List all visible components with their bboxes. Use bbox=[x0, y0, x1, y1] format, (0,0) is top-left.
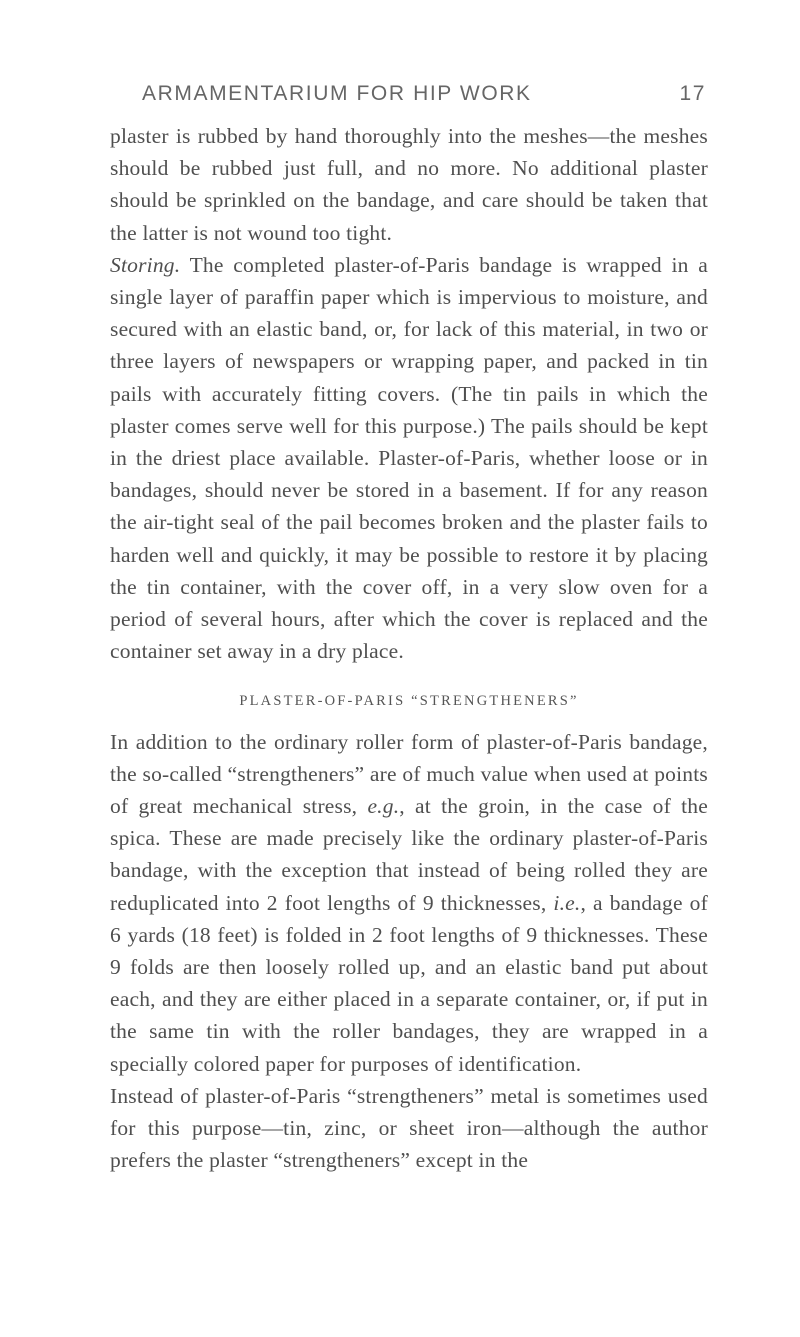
paragraph-continuation: plaster is rubbed by hand thoroughly into the meshes—the meshes should be rubbed just full, and no more. No additional plaster should be sprinkled on the bandage, and care should be taken that the latter is not wound too tight. bbox=[110, 124, 708, 245]
section-heading: PLASTER-OF-PARIS “STRENGTHENERS” bbox=[239, 693, 579, 710]
running-title: ARMAMENTARIUM FOR HIP WORK bbox=[142, 82, 532, 105]
strengtheners-text-b: , at the groin, in the case of the spica. These are made precisely like the ordinary plaster-of-Paris bandage, with the exception that instead of being rolled they are reduplicated into 2 foot lengths of 9 thicknesses, bbox=[110, 794, 708, 915]
page-number: 17 bbox=[679, 82, 706, 105]
strengtheners-text-c: , a bandage of 6 yards (18 feet) is folded in 2 foot lengths of 9 thicknesses. These 9 folds are then loosely rolled up, and an elastic band put about each, and they are either placed in a separate container, or, if put in the same tin with the roller bandages, they are wrapped in a specially colored paper for purposes of identification. bbox=[110, 890, 708, 1076]
storing-run-in-heading: Storing. bbox=[110, 252, 181, 277]
paragraph-storing bbox=[110, 249, 708, 668]
paragraph-metal: Instead of plaster-of-Paris “strengtheners” metal is sometimes used for this purpose—tin, zinc, or sheet iron—although the author prefers the plaster “strengtheners” except in the bbox=[110, 1083, 708, 1173]
abbrev-ie: i.e. bbox=[553, 890, 581, 915]
running-head bbox=[110, 82, 708, 112]
storing-text: The completed plaster-of-Paris bandage is wrapped in a single layer of paraffin paper which is impervious to moisture, and secured with an elastic band, or, for lack of this material, in two or three layers of newspapers or wrapping paper, and packed in tin pails with accurately fitting covers. (The tin pails in which the plaster comes serve well for this purpose.) The pails should be kept in the driest place available. Plaster-of-Paris, whether loose or in bandages, should never be stored in a basement. If for any reason the air-tight seal of the pail becomes broken and the plaster fails to harden well and quickly, it may be possible to restore it by placing the tin container, with the cover off, in a very slow oven for a period of several hours, after which the cover is replaced and the container set away in a dry place. bbox=[110, 252, 708, 664]
strengtheners-text-a: In addition to the ordinary roller form of plaster-of-Paris bandage, the so-called “strengtheners” are of much value when used at points of great mechanical stress, bbox=[110, 729, 708, 819]
body-text bbox=[110, 120, 708, 1177]
book-page bbox=[110, 82, 708, 1177]
abbrev-eg: e.g. bbox=[367, 794, 400, 819]
paragraph-strengtheners bbox=[110, 726, 708, 1080]
